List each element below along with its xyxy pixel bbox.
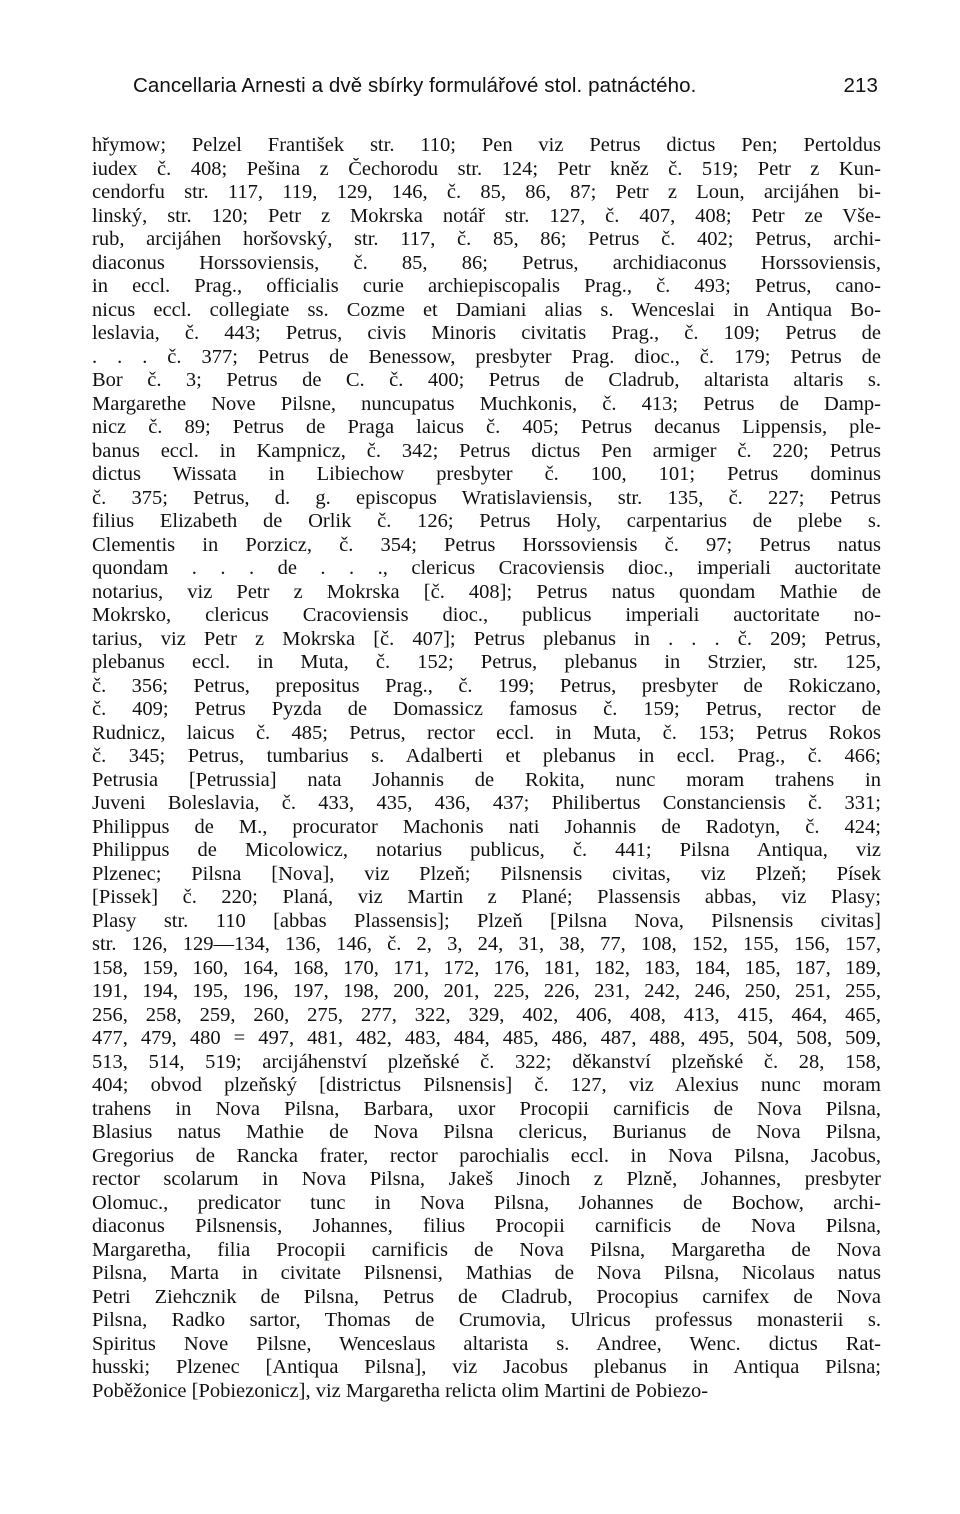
text-line: Plzenec; Pilsna [Nova], viz Plzeň; Pilsnensis civitas, viz Plzeň; Písek (92, 862, 881, 885)
text-line: hřymow; Pelzel František str. 110; Pen viz Petrus dictus Pen; Pertoldus (92, 134, 881, 156)
text-line: plebanus eccl. in Muta, č. 152; Petrus, plebanus in Strzier, str. 125, (92, 651, 881, 673)
text-line: Plasy str. 110 [abbas Plassensis]; Plzeň [Pilsna Nova, Pilsnensis civitas] (92, 909, 881, 932)
text-line: Rudnicz, laicus č. 485; Petrus, rector eccl. in Muta, č. 153; Petrus Rokos (92, 721, 881, 744)
text-line: č. 409; Petrus Pyzda de Domassicz famosus č. 159; Petrus, rector de (92, 698, 881, 720)
text-line: Olomuc., predicator tunc in Nova Pilsna, Johannes de Bochow, archi- (92, 1191, 881, 1214)
text-line: in eccl. Prag., officialis curie archiepiscopalis Prag., č. 493; Petrus, cano- (92, 275, 881, 297)
text-line: . . . č. 377; Petrus de Benessow, presbyter Prag. dioc., č. 179; Petrus de (92, 345, 881, 368)
text-line: rub, arcijáhen horšovský, str. 117, č. 85, 86; Petrus č. 402; Petrus, archi- (92, 228, 881, 250)
text-line: banus eccl. in Kampnicz, č. 342; Petrus dictus Pen armiger č. 220; Petrus (92, 439, 881, 462)
text-line: trahens in Nova Pilsna, Barbara, uxor Procopii carnificis de Nova Pilsna, (92, 1097, 881, 1120)
text-line: notarius, viz Petr z Mokrska [č. 408]; Petrus natus quondam Mathie de (92, 580, 881, 603)
running-header (133, 74, 878, 104)
text-line: cendorfu str. 117, 119, 129, 146, č. 85, 86, 87; Petr z Loun, arcijáhen bi- (92, 181, 881, 203)
text-line: iudex č. 408; Pešina z Čechorodu str. 124; Petr kněz č. 519; Petr z Kun- (92, 157, 881, 180)
text-line: 158, 159, 160, 164, 168, 170, 171, 172, 176, 181, 182, 183, 184, 185, 187, 189, (92, 956, 881, 979)
text-line: 256, 258, 259, 260, 275, 277, 322, 329, 402, 406, 408, 413, 415, 464, 465, (92, 1003, 881, 1026)
text-line: 404; obvod plzeňský [districtus Pilsnensis] č. 127, viz Alexius nunc moram (92, 1074, 881, 1096)
text-line: Bor č. 3; Petrus de C. č. 400; Petrus de Cladrub, altarista altaris s. (92, 369, 881, 391)
text-line: dictus Wissata in Libiechow presbyter č. 100, 101; Petrus dominus (92, 463, 881, 485)
text-line: filius Elizabeth de Orlik č. 126; Petrus Holy, carpentarius de plebe s. (92, 510, 881, 532)
text-line: tarius, viz Petr z Mokrska [č. 407]; Petrus plebanus in . . . č. 209; Petrus, (92, 627, 881, 650)
text-line: leslavia, č. 443; Petrus, civis Minoris civitatis Prag., č. 109; Petrus de (92, 322, 881, 344)
text-line: nicus eccl. collegiate ss. Cozme et Damiani alias s. Wenceslai in Antiqua Bo- (92, 298, 881, 321)
text-line: Margaretha, filia Procopii carnificis de Nova Pilsna, Margaretha de Nova (92, 1238, 881, 1261)
text-line: Margarethe Nove Pilsne, nuncupatus Muchkonis, č. 413; Petrus de Damp- (92, 392, 881, 415)
text-line: 513, 514, 519; arcijáhenství plzeňské č. 322; děkanství plzeňské č. 28, 158, (92, 1050, 881, 1073)
text-line: Philippus de Micolowicz, notarius publicus, č. 441; Pilsna Antiqua, viz (92, 839, 881, 861)
text-line: č. 345; Petrus, tumbarius s. Adalberti et plebanus in eccl. Prag., č. 466; (92, 745, 881, 767)
text-line: Mokrsko, clericus Cracoviensis dioc., publicus imperiali auctoritate no- (92, 604, 881, 626)
text-line: Pilsna, Radko sartor, Thomas de Crumovia, Ulricus professus monasterii s. (92, 1309, 881, 1331)
page-number: 213 (843, 74, 878, 97)
text-line: Spiritus Nove Pilsne, Wenceslaus altarista s. Andree, Wenc. dictus Rat- (92, 1332, 881, 1355)
text-line: 477, 479, 480 = 497, 481, 482, 483, 484, 485, 486, 487, 488, 495, 504, 508, 509, (92, 1027, 881, 1049)
text-line: Poběžonice [Pobiezonicz], viz Margaretha relicta olim Martini de Pobiezo- (92, 1379, 709, 1402)
text-line: [Pissek] č. 220; Planá, viz Martin z Plané; Plassensis abbas, viz Plasy; (92, 886, 881, 908)
text-line: Juveni Boleslavia, č. 433, 435, 436, 437; Philibertus Constanciensis č. 331; (92, 792, 881, 814)
running-title: Cancellaria Arnesti a dvě sbírky formulářové stol. patnáctého. (133, 74, 697, 97)
text-line: husski; Plzenec [Antiqua Pilsna], viz Jacobus plebanus in Antiqua Pilsna; (92, 1356, 881, 1378)
text-line: diaconus Horssoviensis, č. 85, 86; Petrus, archidiaconus Horssoviensis, (92, 251, 881, 274)
text-line: Petrusia [Petrussia] nata Johannis de Rokita, nunc moram trahens in (92, 768, 881, 791)
text-line: quondam . . . de . . ., clericus Cracoviensis dioc., imperiali auctoritate (92, 557, 881, 579)
text-line: č. 356; Petrus, prepositus Prag., č. 199; Petrus, presbyter de Rokiczano, (92, 674, 881, 697)
text-line: Pilsna, Marta in civitate Pilsnensi, Mathias de Nova Pilsna, Nicolaus natus (92, 1262, 881, 1284)
text-line: č. 375; Petrus, d. g. episcopus Wratislaviensis, str. 135, č. 227; Petrus (92, 486, 881, 509)
text-line: Petri Ziehcznik de Pilsna, Petrus de Cladrub, Procopius carnifex de Nova (92, 1285, 881, 1308)
text-line: rector scolarum in Nova Pilsna, Jakeš Jinoch z Plzně, Johannes, presbyter (92, 1168, 881, 1190)
index-entries-text (92, 134, 881, 1403)
text-line: linský, str. 120; Petr z Mokrska notář str. 127, č. 407, 408; Petr ze Vše- (92, 204, 881, 227)
text-line: Clementis in Porzicz, č. 354; Petrus Horssoviensis č. 97; Petrus natus (92, 533, 881, 556)
text-line: diaconus Pilsnensis, Johannes, filius Procopii carnificis de Nova Pilsna, (92, 1215, 881, 1237)
text-line: Gregorius de Rancka frater, rector parochialis eccl. in Nova Pilsna, Jacobus, (92, 1144, 881, 1167)
text-line: 191, 194, 195, 196, 197, 198, 200, 201, 225, 226, 231, 242, 246, 250, 251, 255, (92, 980, 881, 1002)
text-line: str. 126, 129—134, 136, 146, č. 2, 3, 24, 31, 38, 77, 108, 152, 155, 156, 157, (92, 933, 881, 955)
text-line: Philippus de M., procurator Machonis nati Johannis de Radotyn, č. 424; (92, 815, 881, 838)
text-line: nicz č. 89; Petrus de Praga laicus č. 405; Petrus decanus Lippensis, ple- (92, 416, 881, 438)
text-line: Blasius natus Mathie de Nova Pilsna clericus, Burianus de Nova Pilsna, (92, 1121, 881, 1143)
